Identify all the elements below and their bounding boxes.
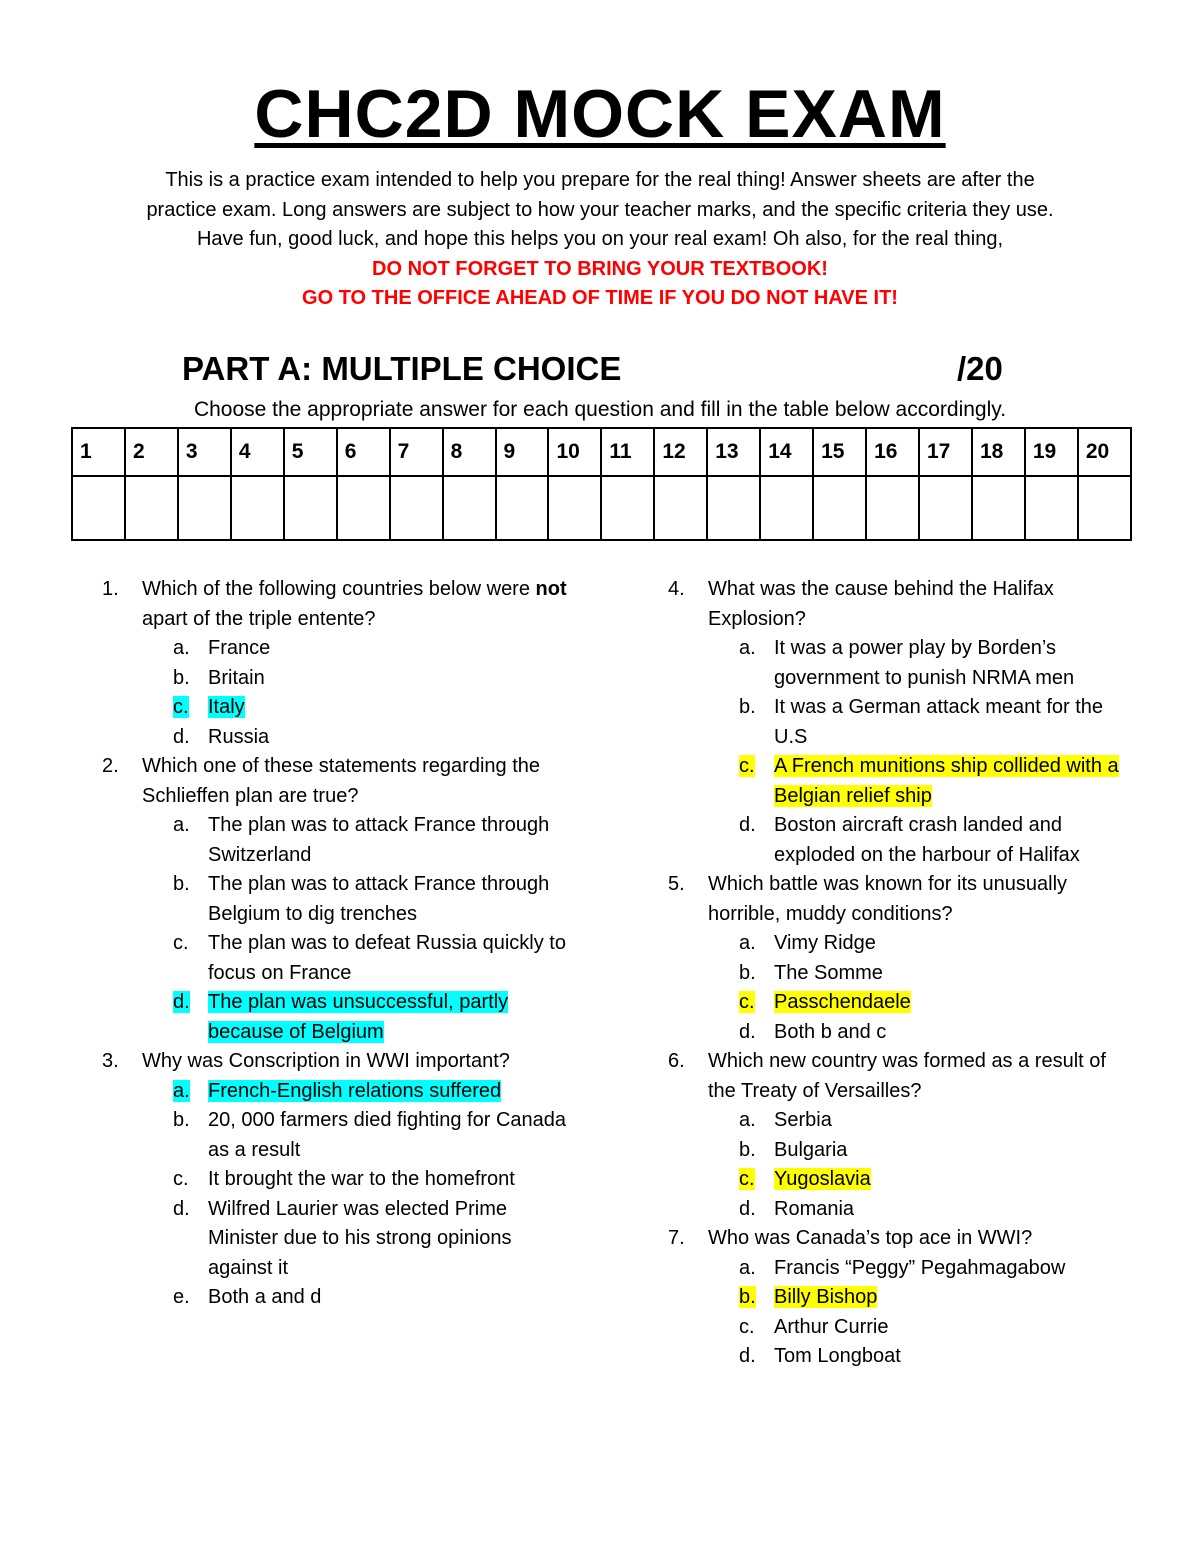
question-number: 3.	[102, 1050, 119, 1072]
option-2a: a. The plan was to attack France through Switzerland	[173, 814, 550, 866]
question-3	[102, 1047, 572, 1077]
questions-left-column	[102, 575, 572, 1313]
option-3c: c. It brought the war to the homefront	[173, 1168, 515, 1190]
answer-col-header: 18	[972, 428, 1025, 476]
answer-cell[interactable]	[443, 476, 496, 540]
intro-line-2: practice exam. Long answers are subject to how your teacher marks, and the specific criteria they use.	[146, 198, 1054, 221]
answer-col-header: 11	[601, 428, 654, 476]
answer-cell[interactable]	[178, 476, 231, 540]
part-a-score: /20	[957, 350, 1003, 387]
option-5d: d. Both b and c	[739, 1020, 887, 1043]
answer-cell[interactable]	[72, 476, 125, 540]
question-number: 4.	[668, 578, 685, 600]
question-number: 5.	[668, 873, 685, 895]
question-6	[668, 1047, 1138, 1106]
answer-col-header: 20	[1078, 428, 1131, 476]
answer-table	[71, 427, 1132, 541]
question-text: Which of the following countries below were not apart of the triple entente?	[142, 578, 567, 630]
answer-cell[interactable]	[496, 476, 549, 540]
answer-col-header: 5	[284, 428, 337, 476]
part-a-instruction: Choose the appropriate answer for each question and fill in the table below accordingly.	[193, 398, 1007, 421]
option-1d: d. Russia	[173, 725, 270, 748]
option-3d: d. Wilfred Laurier was elected Prime Minister due to his strong opinions against it	[173, 1197, 512, 1279]
answer-col-header: 9	[496, 428, 549, 476]
option-6d: d. Romania	[739, 1197, 855, 1220]
option-7b-highlighted: b. Billy Bishop	[739, 1286, 878, 1308]
option-4b: b. It was a German attack meant for the U.S	[739, 696, 1104, 748]
answer-cell[interactable]	[548, 476, 601, 540]
option-7c: c. Arthur Currie	[739, 1315, 889, 1338]
question-2	[102, 752, 572, 811]
question-1	[102, 575, 572, 634]
question-number: 7.	[668, 1227, 685, 1249]
option-6a: a. Serbia	[739, 1109, 832, 1131]
answer-cell[interactable]	[919, 476, 972, 540]
question-text: Who was Canada’s top ace in WWI?	[708, 1227, 1033, 1249]
answer-cell[interactable]	[125, 476, 178, 540]
answer-cell[interactable]	[390, 476, 443, 540]
option-7d: d. Tom Longboat	[739, 1345, 901, 1367]
intro-text	[60, 166, 1140, 314]
option-1b: b. Britain	[173, 666, 265, 689]
answer-col-header: 10	[548, 428, 601, 476]
office-warning: GO TO THE OFFICE AHEAD OF TIME IF YOU DO NOT HAVE IT!	[302, 287, 898, 310]
answer-col-header: 19	[1025, 428, 1078, 476]
option-2c: c. The plan was to defeat Russia quickly to focus on France	[173, 932, 566, 984]
option-3b: b. 20, 000 farmers died fighting for Canada as a result	[173, 1109, 566, 1161]
part-a-title: PART A: MULTIPLE CHOICE	[182, 350, 622, 387]
option-1c-highlighted: c. Italy	[173, 696, 245, 718]
option-4c-highlighted: c. A French munitions ship collided with a Belgian relief ship	[739, 755, 1119, 807]
answer-col-header: 6	[337, 428, 390, 476]
option-2b: b. The plan was to attack France through Belgium to dig trenches	[173, 873, 550, 925]
option-6b: b. Bulgaria	[739, 1138, 848, 1161]
answer-col-header: 1	[72, 428, 125, 476]
question-text: Which one of these statements regarding the Schlieffen plan are true?	[142, 755, 541, 807]
intro-line-3: Have fun, good luck, and hope this helps you on your real exam! Oh also, for the real thing,	[196, 228, 1004, 251]
answer-col-header: 7	[390, 428, 443, 476]
answer-cell[interactable]	[707, 476, 760, 540]
textbook-warning: DO NOT FORGET TO BRING YOUR TEXTBOOK!	[372, 257, 828, 280]
option-5a: a. Vimy Ridge	[739, 932, 876, 954]
answer-col-header: 16	[866, 428, 919, 476]
answer-cell[interactable]	[337, 476, 390, 540]
option-5c-highlighted: c. Passchendaele	[739, 991, 911, 1013]
answer-col-header: 4	[231, 428, 284, 476]
question-7	[668, 1224, 1138, 1254]
question-text: Which new country was formed as a result of the Treaty of Versailles?	[708, 1050, 1106, 1102]
answer-col-header: 8	[443, 428, 496, 476]
answer-table-blank-row	[72, 476, 1131, 540]
answer-col-header: 2	[125, 428, 178, 476]
option-5b: b. The Somme	[739, 961, 883, 984]
answer-col-header: 17	[919, 428, 972, 476]
option-1a: a. France	[173, 637, 271, 659]
answer-cell[interactable]	[866, 476, 919, 540]
answer-cell[interactable]	[972, 476, 1025, 540]
answer-cell[interactable]	[654, 476, 707, 540]
question-5	[668, 870, 1138, 929]
answer-cell[interactable]	[1025, 476, 1078, 540]
option-2d-highlighted: d. The plan was unsuccessful, partly because of Belgium	[173, 991, 509, 1043]
option-6c-highlighted: c. Yugoslavia	[739, 1168, 871, 1190]
question-text: Which battle was known for its unusually horrible, muddy conditions?	[708, 873, 1068, 925]
question-4	[668, 575, 1138, 634]
answer-cell[interactable]	[760, 476, 813, 540]
answer-col-header: 3	[178, 428, 231, 476]
answer-cell[interactable]	[231, 476, 284, 540]
option-3a-highlighted: a. French-English relations suffered	[173, 1079, 502, 1102]
answer-col-header: 14	[760, 428, 813, 476]
question-text: What was the cause behind the Halifax Explosion?	[708, 578, 1054, 630]
option-3e: e. Both a and d	[173, 1286, 322, 1308]
answer-table-header-row	[72, 428, 1131, 476]
answer-col-header: 13	[707, 428, 760, 476]
question-text: Why was Conscription in WWI important?	[142, 1050, 510, 1072]
option-7a: a. Francis “Peggy” Pegahmagabow	[739, 1256, 1066, 1279]
intro-line-1: This is a practice exam intended to help you prepare for the real thing! Answer sheets are after the	[165, 169, 1035, 191]
exam-title: CHC2D MOCK EXAM	[254, 76, 946, 152]
question-number: 6.	[668, 1050, 685, 1072]
answer-cell[interactable]	[284, 476, 337, 540]
answer-cell[interactable]	[601, 476, 654, 540]
answer-col-header: 12	[654, 428, 707, 476]
answer-cell[interactable]	[1078, 476, 1131, 540]
answer-col-header: 15	[813, 428, 866, 476]
answer-cell[interactable]	[813, 476, 866, 540]
option-4a: a. It was a power play by Borden’s government to punish NRMA men	[739, 637, 1075, 689]
question-number: 1.	[102, 578, 119, 600]
option-4d: d. Boston aircraft crash landed and exploded on the harbour of Halifax	[739, 814, 1080, 866]
question-number: 2.	[102, 755, 119, 777]
questions-right-column	[668, 575, 1138, 1372]
